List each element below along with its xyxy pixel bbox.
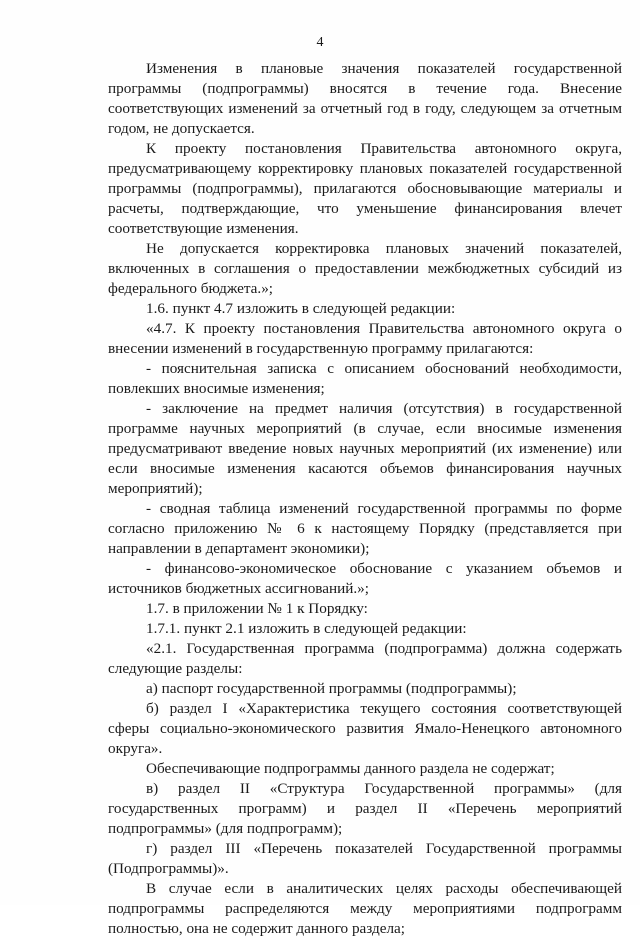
paragraph-supporting-subprograms: Обеспечивающие подпрограммы данного раздела не содержат; <box>146 760 555 777</box>
paragraph-no-correction: Не допускается корректировка плановых значений показателей, включенных в соглашения о предоставлении межбюджетных субсидий из федерального бюджета.»; <box>108 240 622 297</box>
paragraph-draft-resolution: К проекту постановления Правительства автономного округа, предусматривающему корректировку плановых показателей государственной программы (подпрограммы), прилагаются обосновывающие материалы и расчеты, подтверждающие, что уменьшение финансирования влечет соответствующие изменения. <box>108 140 622 237</box>
list-item-passport: а) паспорт государственной программы (подпрограммы); <box>146 680 517 697</box>
list-item-financial-justification: - финансово-экономическое обоснование с указанием объемов и источников бюджетных ассигнований.»; <box>108 560 622 597</box>
list-item-section-3: г) раздел III «Перечень показателей Государственной программы (Подпрограммы)». <box>108 840 622 877</box>
paragraph-analytical-purposes: В случае если в аналитических целях расходы обеспечивающей подпрограммы распределяются между мероприятиями подпрограмм полностью, она не содержит данного раздела; <box>108 880 622 937</box>
paragraph-item-1-7-1: 1.7.1. пункт 2.1 изложить в следующей редакции: <box>146 620 467 637</box>
list-item-summary-table: - сводная таблица изменений государственной программы по форме согласно приложению № 6 к настоящему Порядку (представляется при направлении в департамент экономики); <box>108 500 622 557</box>
list-item-section-2: в) раздел II «Структура Государственной программы» (для государственных программ) и раздел II «Перечень мероприятий подпрограммы» (для подпрограмм); <box>108 780 622 837</box>
paragraph-clause-4-7: «4.7. К проекту постановления Правительства автономного округа о внесении изменений в государственную программу прилагаются: <box>108 320 622 357</box>
paragraph-indicator-changes: Изменения в плановые значения показателей государственной программы (подпрограммы) вносятся в течение года. Внесение соответствующих изменений за отчетный год в году, следующем за отчетным годом, не допускается. <box>108 60 622 137</box>
list-item-section-1: б) раздел I «Характеристика текущего состояния соответствующей сферы социально-экономического развития Ямало-Ненецкого автономного округа». <box>108 700 622 757</box>
paragraph-item-1-7: 1.7. в приложении № 1 к Порядку: <box>146 600 368 617</box>
paragraph-item-1-6: 1.6. пункт 4.7 изложить в следующей редакции: <box>146 300 456 317</box>
list-item-conclusion: - заключение на предмет наличия (отсутствия) в государственной программе научных мероприятий (в случае, если вносимые изменения предусматривают введение новых научных мероприятий (их изменение) или если вносимые изменения касаются объемов финансирования научных мероприятий); <box>108 400 622 497</box>
document-body <box>108 59 622 939</box>
paragraph-clause-2-1: «2.1. Государственная программа (подпрограмма) должна содержать следующие разделы: <box>108 640 622 677</box>
page-number: 4 <box>316 35 324 50</box>
list-item-explanatory-note: - пояснительная записка с описанием обоснований необходимости, повлекших вносимые изменения; <box>108 360 622 397</box>
